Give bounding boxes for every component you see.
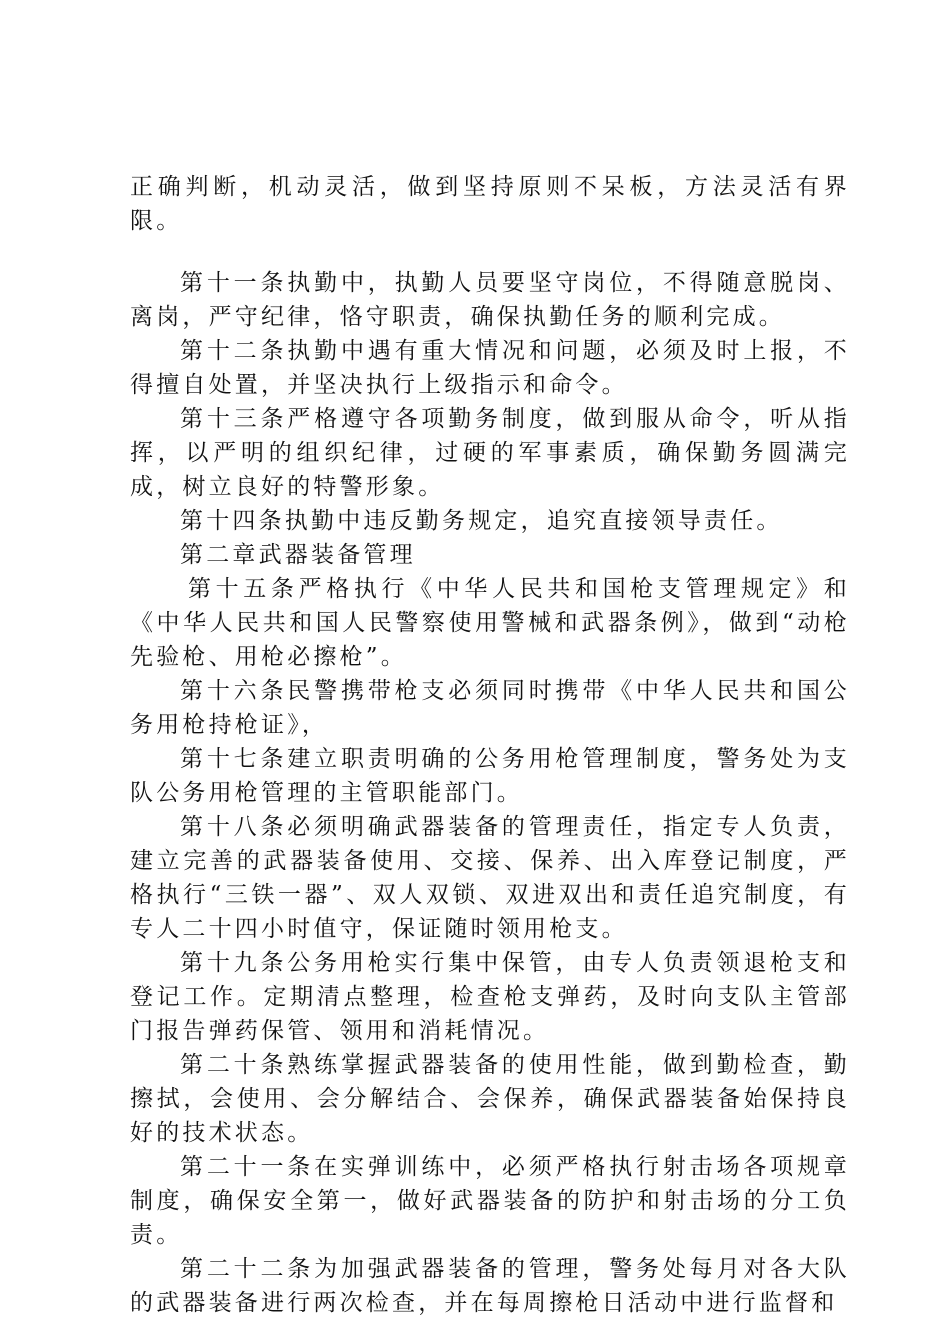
article-22: 第二十二条为加强武器装备的管理，警务处每月对各大队的武器装备进行两次检查，并在每周擦枪日活动中进行监督和 <box>130 1256 850 1316</box>
document-page <box>130 170 850 1320</box>
article-19: 第十九条公务用枪实行集中保管，由专人负责领退枪支和登记工作。定期清点整理，检查枪支弹药，及时向支队主管部门报告弹药保管、领用和消耗情况。 <box>130 950 850 1044</box>
article-17: 第十七条建立职责明确的公务用枪管理制度，警务处为支队公务用枪管理的主管职能部门。 <box>130 746 850 806</box>
article-20: 第二十条熟练掌握武器装备的使用性能，做到勤检查，勤擦拭，会使用、会分解结合、会保养，确保武器装备始保持良好的技术状态。 <box>130 1052 850 1146</box>
chapter-heading: 第二章武器装备管理 <box>180 542 416 568</box>
article-13: 第十三条严格遵守各项勤务制度，做到服从命令，听从指挥，以严明的组织纪律，过硬的军事素质，确保勤务圆满完成，树立良好的特警形象。 <box>130 406 850 500</box>
article-12: 第十二条执勤中遇有重大情况和问题，必须及时上报，不得擅自处置，并坚决执行上级指示和命令。 <box>130 338 850 398</box>
article-15: 第十五条严格执行《中华人民共和国枪支管理规定》和《中华人民共和国人民警察使用警械和武器条例》，做到“动枪先验枪、用枪必擦枪”。 <box>130 576 850 670</box>
paragraph-continuation: 正确判断，机动灵活，做到坚持原则不呆板，方法灵活有界限。 <box>130 174 850 234</box>
article-18: 第十八条必须明确武器装备的管理责任，指定专人负责，建立完善的武器装备使用、交接、保养、出入库登记制度，严格执行“三铁一器”、双人双锁、双进双出和责任追究制度，有专人二十四小时值守，保证随时领用枪支。 <box>130 814 850 942</box>
article-21: 第二十一条在实弹训练中，必须严格执行射击场各项规章制度，确保安全第一，做好武器装备的防护和射击场的分工负责。 <box>130 1154 850 1248</box>
article-16: 第十六条民警携带枪支必须同时携带《中华人民共和国公务用枪持枪证》， <box>130 678 850 738</box>
article-11: 第十一条执勤中，执勤人员要坚守岗位，不得随意脱岗、离岗，严守纪律，恪守职责，确保执勤任务的顺利完成。 <box>130 270 850 330</box>
article-14: 第十四条执勤中违反勤务规定，追究直接领导责任。 <box>180 508 783 534</box>
